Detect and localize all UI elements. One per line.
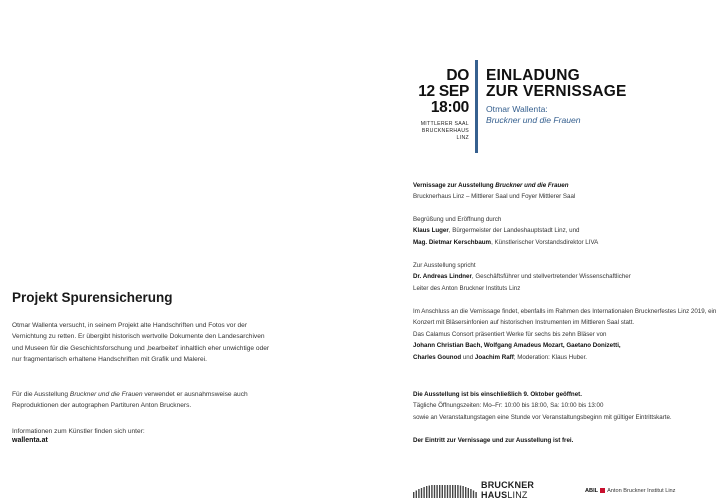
artist-name: Otmar Wallenta: <box>486 104 548 114</box>
speech-intro: Zur Ausstellung spricht <box>413 262 476 269</box>
composer-raff: Joachim Raff <box>474 353 514 361</box>
venue-hall: MITTLERER SAAL <box>420 121 469 127</box>
welcome-speaker-1 <box>413 225 723 236</box>
brucknerhaus-logo <box>413 479 537 501</box>
concert-moderation: ; Moderation: Klaus Huber. <box>513 353 588 361</box>
brucknerhaus-wordmark <box>481 481 534 500</box>
opening-heading-text: Die Ausstellung ist bis einschließlich 9. Oktober geöffnet. <box>413 391 582 398</box>
info-section-concert <box>413 306 723 363</box>
vernissage-location: Brucknerhaus Linz – Mittlerer Saal und Foyer Mittlerer Saal <box>413 193 576 201</box>
opening-heading <box>413 389 723 400</box>
project-info-text: Informationen zum Künstler finden sich unter: <box>12 428 145 435</box>
venue-building: BRUCKNERHAUS <box>421 128 469 134</box>
event-time: 18:00 <box>430 99 469 116</box>
p2-text-after: verwendet er ausnahmsweise auch Reproduktionen der autographen Partituren Anton Bruckners. <box>12 391 248 410</box>
venue-city: LINZ <box>456 135 469 141</box>
p2-exhibition-title: Bruckner und die Frauen <box>69 391 143 398</box>
event-day: DO <box>446 67 469 84</box>
composer-and: und <box>461 353 475 361</box>
speaker-2-role: , Künstlerischer Vorstandsdirektor LIVA <box>491 238 599 246</box>
event-date-block <box>397 68 469 142</box>
concert-ensemble: Das Calamus Consort präsentiert Werke für sechs bis zehn Bläser von <box>413 330 607 338</box>
event-date: 12 SEP <box>418 83 469 100</box>
wordmark-line-1: BRUCKNER <box>481 480 535 490</box>
abil-acronym: ABIL <box>585 488 599 494</box>
artist-website-link[interactable]: wallenta.at <box>12 437 48 444</box>
invitation-title-block <box>486 68 627 126</box>
concert-composers <box>413 340 723 351</box>
welcome-speaker-2 <box>413 237 723 248</box>
speech-speaker <box>413 271 723 282</box>
accent-divider <box>475 60 478 153</box>
info-section-opening-hours <box>413 389 723 423</box>
wordmark-haus: HAUS <box>481 489 508 500</box>
info-section-admission <box>413 435 723 446</box>
project-paragraph-2 <box>12 389 277 412</box>
speaker-2-name: Mag. Dietmar Kerschbaum <box>413 238 492 246</box>
opening-hours-note: sowie an Veranstaltungstagen eine Stunde vor Veranstaltungsbeginn mit gültiger Eintrittskarte. <box>413 413 672 421</box>
opening-hours: Tägliche Öffnungszeiten: Mo–Fr: 10:00 bis 18:00, Sa: 10:00 bis 13:00 <box>413 402 604 410</box>
composer-gounod: Charles Gounod <box>413 353 462 361</box>
speaker-1-role: , Bürgermeister der Landeshauptstadt Linz, und <box>448 227 580 235</box>
info-section-speech <box>413 260 723 294</box>
speaker-1-name: Klaus Luger <box>413 227 449 235</box>
brucknerhaus-bars-icon <box>413 484 479 498</box>
info-section-welcome <box>413 214 723 248</box>
speech-speaker-role-2: Leiter des Anton Bruckner Instituts Linz <box>413 284 521 292</box>
speech-speaker-name: Dr. Andreas Lindner <box>413 273 472 281</box>
info-section-vernissage <box>413 180 723 203</box>
project-title: Projekt Spurensicherung <box>12 290 173 305</box>
welcome-intro: Begrüßung und Eröffnung durch <box>413 216 502 223</box>
wordmark-linz: LINZ <box>507 489 528 500</box>
vernissage-heading-title: Bruckner und die Frauen <box>495 182 569 189</box>
concert-composers-2 <box>413 352 723 363</box>
abil-logo <box>585 488 675 494</box>
composers-list: Johann Christian Bach, Wolfgang Amadeus Mozart, Gaetano Donizetti, <box>413 342 621 350</box>
abil-full-name: Anton Bruckner Institut Linz <box>607 488 676 494</box>
admission-free-text: Der Eintritt zur Vernissage und zur Ausstellung ist frei. <box>413 437 574 444</box>
invitation-title-line-1: EINLADUNG <box>486 67 580 84</box>
p2-text-before: Für die Ausstellung <box>12 391 70 398</box>
vernissage-heading-text: Vernissage zur Ausstellung <box>413 182 496 189</box>
project-paragraph-1: Otmar Wallenta versucht, in seinem Projekt alte Handschriften und Fotos vor der Vernichtung zu retten. Er übergibt historisch wertvolle Dokumente den Landesarchiven und Museen für die Geschichtsforschung und ‚bearbeitet' inhaltlich eher unwichtige oder nur fragmentarisch erhaltene Handschriften mit Grafik und Malerei. <box>12 322 270 364</box>
invitation-title-line-2: ZUR VERNISSAGE <box>486 83 627 100</box>
concert-description: Im Anschluss an die Vernissage findet, ebenfalls im Rahmen des Internationalen Brucknerfestes Linz 2019, ein Konzert mit Bläsersinfonien auf historischen Instrumenten im Mittleren Saal statt. <box>413 308 717 327</box>
exhibition-subtitle: Bruckner und die Frauen <box>486 115 581 125</box>
speech-speaker-role: , Geschäftsführer und stellvertretender Wissenschaftlicher <box>471 273 631 281</box>
abil-square-icon <box>600 488 605 493</box>
wordmark-line-2 <box>481 491 534 501</box>
vernissage-heading <box>413 180 723 191</box>
